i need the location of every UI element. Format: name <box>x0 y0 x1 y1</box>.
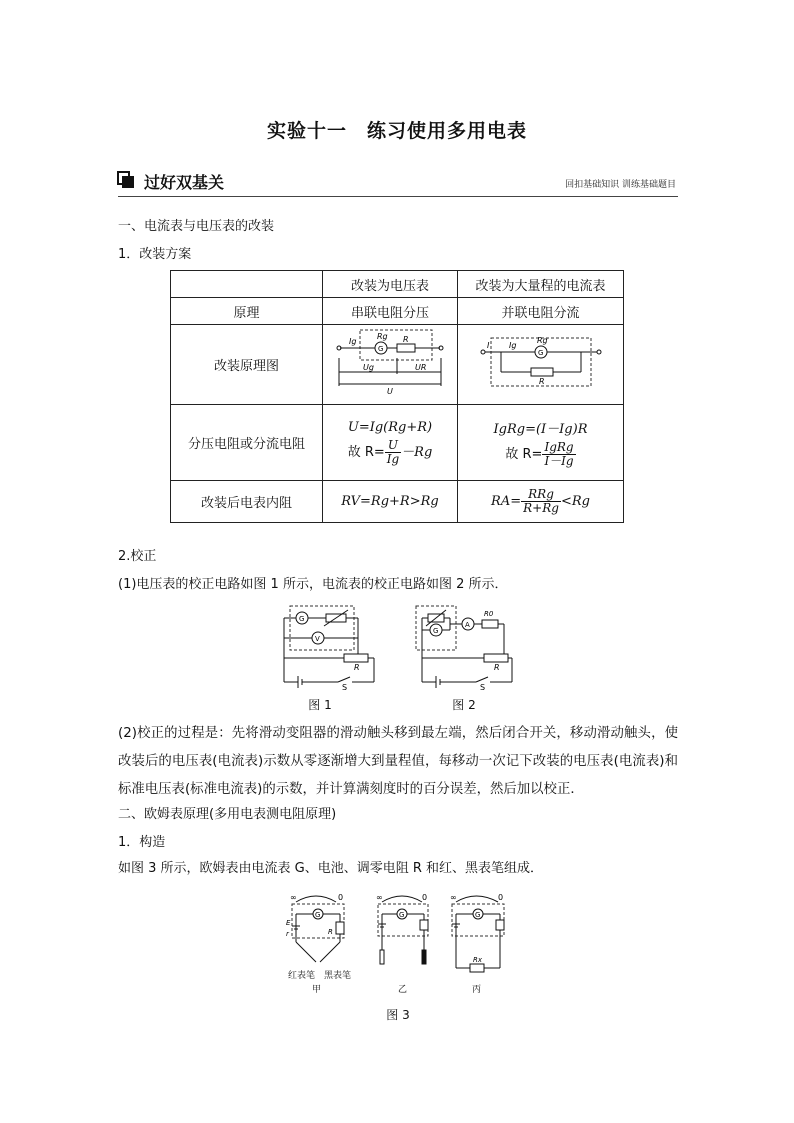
svg-text:I: I <box>486 340 489 350</box>
svg-text:Rx: Rx <box>473 956 483 964</box>
svg-text:∞: ∞ <box>376 893 383 902</box>
section2-heading: 2.校正 <box>118 549 157 564</box>
fig3-label-yi: 乙 <box>398 985 408 995</box>
internal-ammeter <box>458 481 624 523</box>
svg-text:Ig: Ig <box>349 336 357 346</box>
conversion-table <box>170 270 624 523</box>
svg-text:R: R <box>328 928 333 936</box>
page-title: 实验十一 练习使用多用电表 <box>266 120 527 142</box>
section3-heading: 二、欧姆表原理(多用电表测电阻原理) <box>118 807 337 822</box>
red-pen-label: 红表笔 <box>288 971 316 981</box>
svg-text:∞: ∞ <box>290 893 297 902</box>
row-label-internal: 改装后电表内阻 <box>171 481 323 523</box>
svg-text:G: G <box>537 348 543 357</box>
series-eq2-prefix: 故 R= <box>347 444 385 460</box>
svg-text:Rg: Rg <box>536 335 548 345</box>
svg-text:0: 0 <box>338 893 344 902</box>
svg-text:A: A <box>465 621 470 629</box>
figure3-yi-circuit <box>372 892 434 972</box>
svg-text:∞: ∞ <box>450 893 457 902</box>
row-label-resistor: 分压电阻或分流电阻 <box>171 405 323 481</box>
svg-text:S: S <box>342 683 348 692</box>
svg-text:Rg: Rg <box>377 331 388 341</box>
figure3-jia-circuit <box>282 892 352 972</box>
svg-text:0: 0 <box>498 893 504 902</box>
diagram-voltmeter <box>323 325 458 405</box>
internal-voltmeter: RV=Rg+R>Rg <box>323 481 458 523</box>
parallel-eq1: IgRg=(I－Ig)R <box>493 421 588 437</box>
black-pen-label: 黑表笔 <box>324 971 352 981</box>
svg-text:R: R <box>494 663 500 672</box>
svg-text:Ug: Ug <box>363 362 374 372</box>
series-fraction <box>385 439 401 466</box>
book-icon <box>118 172 134 188</box>
figure1-circuit <box>278 604 378 690</box>
svg-text:G: G <box>299 615 305 623</box>
svg-text:G: G <box>378 344 384 353</box>
svg-text:Ig: Ig <box>508 340 516 350</box>
svg-text:R: R <box>538 376 545 386</box>
col-header-voltmeter: 改装为电压表 <box>323 271 458 298</box>
banner-subtitle: 回扣基础知识 训练基础题目 <box>565 180 676 190</box>
section3-sub1: 1．构造 <box>118 835 166 850</box>
figure1-caption: 图 1 <box>308 698 332 712</box>
svg-text:G: G <box>315 911 321 919</box>
svg-text:G: G <box>433 627 439 635</box>
series-frac-num: U <box>385 439 401 453</box>
section2-p1: (1)电压表的校正电路如图 1 所示，电流表的校正电路如图 2 所示． <box>118 577 508 592</box>
svg-text:G: G <box>399 911 405 919</box>
svg-text:E: E <box>286 919 291 927</box>
svg-text:R: R <box>354 663 360 672</box>
series-frac-den: Ig <box>386 451 400 466</box>
fig3-label-jia: 甲 <box>312 985 322 995</box>
parallel-fraction <box>542 441 575 468</box>
series-circuit-diagram <box>335 328 445 398</box>
banner-title: 过好双基关 <box>144 173 225 192</box>
svg-text:R: R <box>403 334 409 344</box>
parallel-frac-num: IgRg <box>542 441 575 455</box>
svg-text:V: V <box>315 635 320 643</box>
resistor-voltmeter <box>323 405 458 481</box>
principle-voltmeter: 串联电阻分压 <box>323 298 458 325</box>
svg-text:U: U <box>387 386 393 396</box>
parallel-eq2-prefix: 故 R= <box>505 446 543 462</box>
section-banner <box>118 168 678 197</box>
section1-sub1: 1．改装方案 <box>118 247 192 262</box>
row-label-diagram: 改装原理图 <box>171 325 323 405</box>
resistor-ammeter <box>458 405 624 481</box>
figure2-circuit <box>414 604 514 690</box>
figure2-caption: 图 2 <box>452 698 476 712</box>
figure3-bing-circuit <box>446 892 512 972</box>
section2-p2: (2)校正的过程是：先将滑动变阻器的滑动触头移到最左端，然后闭合开关，移动滑动触头，使改装后的电压表(电流表)示数从零逐渐增大到量程值，每移动一次记下改装的电压表(电流表)和标准电压表(标准电流表)的示数，并计算满刻度时的百分误差，然后加以校正． <box>118 726 678 797</box>
figure3-caption: 图 3 <box>386 1008 410 1022</box>
row-label-principle: 原理 <box>171 298 323 325</box>
internal-ammeter-prefix: RA= <box>491 494 522 509</box>
diagram-ammeter <box>458 325 624 405</box>
internal-frac-den: R+Rg <box>523 501 559 515</box>
section3-p1: 如图 3 所示，欧姆表由电流表 G、电池、调零电阻 R 和红、黑表笔组成． <box>118 861 544 876</box>
col-header-ammeter: 改装为大量程的电流表 <box>458 271 624 298</box>
internal-ammeter-suffix: <Rg <box>560 494 590 509</box>
series-eq2-suffix: －Rg <box>401 444 433 460</box>
parallel-circuit-diagram <box>481 332 601 394</box>
fig3-label-bing: 丙 <box>472 985 482 995</box>
svg-text:r: r <box>286 930 289 938</box>
series-eq1: U=Ig(Rg+R) <box>347 419 433 435</box>
svg-text:0: 0 <box>422 893 428 902</box>
internal-fraction <box>521 488 561 515</box>
svg-text:S: S <box>480 683 486 692</box>
svg-text:UR: UR <box>415 362 427 372</box>
principle-ammeter: 并联电阻分流 <box>458 298 624 325</box>
svg-text:G: G <box>475 911 481 919</box>
parallel-frac-den: I－Ig <box>544 453 574 468</box>
svg-text:R0: R0 <box>484 610 494 618</box>
internal-frac-num: RRg <box>521 488 561 502</box>
section1-heading: 一、电流表与电压表的改装 <box>118 219 275 234</box>
